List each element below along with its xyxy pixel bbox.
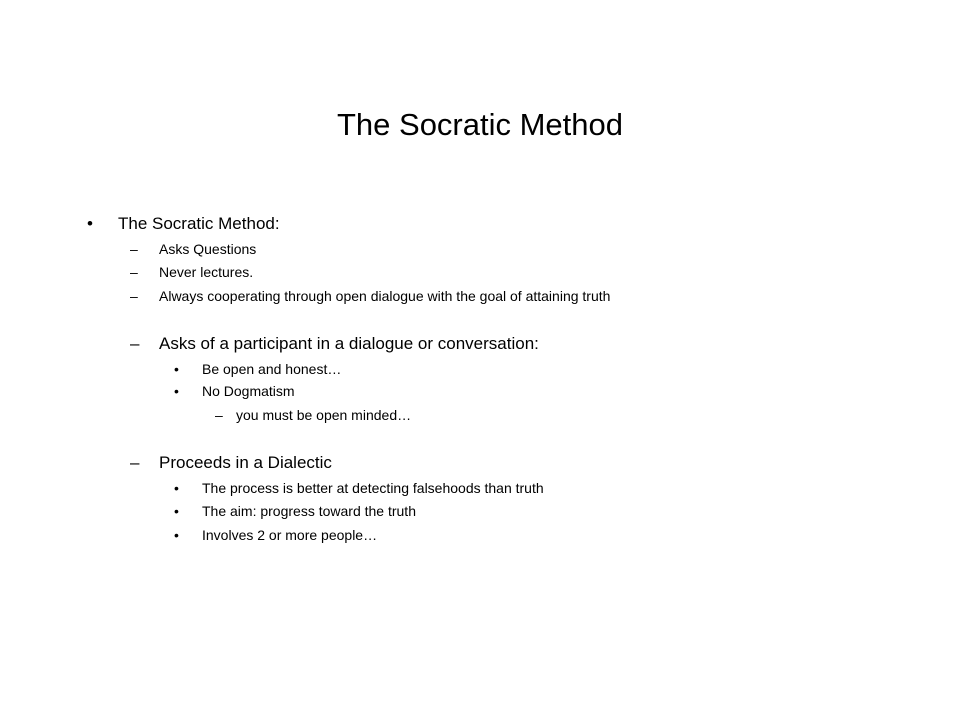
list-item-text: No Dogmatism xyxy=(202,383,295,399)
dash-marker: – xyxy=(215,407,223,423)
bullet-marker: • xyxy=(174,480,179,496)
list-item-text: Never lectures. xyxy=(159,264,254,280)
participant-heading-text: Asks of a participant in a dialogue or conversation: xyxy=(159,334,539,353)
bullet-marker: • xyxy=(174,383,179,399)
dash-marker: – xyxy=(130,288,138,304)
bullet-marker: • xyxy=(174,361,179,377)
list-item-text: Involves 2 or more people… xyxy=(202,527,378,543)
list-item-text: The aim: progress toward the truth xyxy=(202,503,416,519)
bullet-marker: • xyxy=(174,527,179,543)
bullet-marker: • xyxy=(87,214,93,233)
list-item-text: you must be open minded… xyxy=(236,407,412,423)
list-item-text: Asks Questions xyxy=(159,241,257,257)
slide-title: The Socratic Method xyxy=(336,107,624,142)
main-bullet-text: The Socratic Method: xyxy=(118,214,280,233)
dash-marker: – xyxy=(130,334,140,353)
list-item-text: Be open and honest… xyxy=(202,361,342,377)
bullet-marker: • xyxy=(174,503,179,519)
dash-marker: – xyxy=(130,241,138,257)
list-item-text: The process is better at detecting falsehoods than truth xyxy=(202,480,544,496)
dialectic-heading-text: Proceeds in a Dialectic xyxy=(159,453,332,472)
dash-marker: – xyxy=(130,453,140,472)
dash-marker: – xyxy=(130,264,138,280)
list-item-text: Always cooperating through open dialogue with the goal of attaining truth xyxy=(159,288,611,304)
